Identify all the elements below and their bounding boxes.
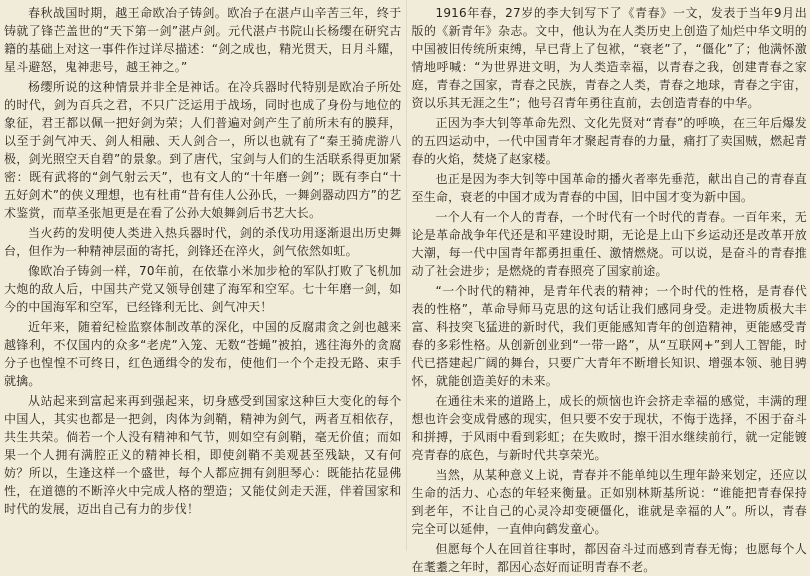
paragraph: “一个时代的精神，是青年代表的精神；一个时代的性格，是青春代表的性格”，革命导师马克思的这句话让我们感同身受。走进物质极大丰富、科技突飞猛进的新时代，我们更能感知青年的创造精神，更能感受青春的多彩性格。从创新创业到“一带一路”，从“互联网+”到人工智能，时代已搭建起广阔的舞台，只要广大青年不断增长知识、增强本领、驰目骋怀，就能创造美好的未来。 bbox=[412, 282, 808, 390]
paragraph: 一个人有一个人的青春，一个时代有一个时代的青春。一百年来，无论是革命战争年代还是和平建设时期，无论是上山下乡运动还是改革开放大潮，每一代中国青年都勇担重任、激情燃烧。可以说，是奋斗的青春推动了社会进步；是燃烧的青春照亮了国家前途。 bbox=[412, 208, 808, 280]
paragraph: 也正是因为李大钊等中国革命的播火者率先垂范，献出自己的青春直至生命，衰老的中国才成为青春的中国，旧中国才变为新中国。 bbox=[412, 170, 808, 206]
article-column-youth bbox=[407, 0, 810, 551]
paragraph: 春秋战国时期，越王命欧冶子铸剑。欧冶子在湛卢山辛苦三年，终于铸就了锋芒盖世的“天下第一剑”湛卢剑。元代湛卢书院山长杨缨在研究古籍的基础上对这一事件作过详尽描述：“剑之成也，精光贯天，日月斗耀，星斗避怒，鬼神悲号，越王神之。” bbox=[4, 4, 402, 76]
paragraph: 杨缨所说的这种情景并非全是神话。在冷兵器时代特别是欧冶子所处的时代，剑为百兵之君，不只广泛运用于战场，同时也成了身份与地位的象征，君王都以佩一把好剑为荣；人们普遍对剑产生了前所未有的膜拜，以至于剑气冲天、剑人相融、天人剑合一，所以也就有了“秦王骑虎游八极，剑光照空天自碧”的景象。到了唐代，宝剑与人们的生活联系得更加紧密：既有武将的“剑气射云天”，也有文人的“十年磨一剑”；既有李白“十五好剑术”的侠义理想，也有杜甫“昔有佳人公孙氏，一舞剑器动四方”的艺术鉴赏，而草圣张旭更是在看了公孙大娘舞剑后书艺大长。 bbox=[4, 78, 402, 222]
paragraph: 近年来，随着纪检监察体制改革的深化，中国的反腐肃贪之剑也越来越锋利，不仅国内的众多“老虎”入笼、无数“苍蝇”被拍，逃往海外的贪腐分子也惶惶不可终日，红色通缉令的发布，使他们一个个走投无路、束手就擒。 bbox=[4, 318, 402, 390]
paragraph: 当火药的发明使人类进入热兵器时代，剑的杀伐功用逐渐退出历史舞台，但作为一种精神层面的寄托，剑锋还在淬火，剑气依然如虹。 bbox=[4, 224, 402, 260]
paragraph: 正因为李大钊等革命先烈、文化先贤对“青春”的呼唤，在三年后爆发的五四运动中，一代中国青年才聚起青春的力量，痛打了卖国贼，燃起青春的火焰，焚烧了赵家楼。 bbox=[412, 114, 808, 168]
paragraph: 在通往未来的道路上，成长的烦恼也许会挤走幸福的感觉，丰满的理想也许会变成骨感的现实，但只要不安于现状，不悔于选择，不困于奋斗和拼搏，于风雨中看到彩虹；在失败时，擦干泪水继续前行，就一定能镀亮青春的底色，与新时代共享荣光。 bbox=[412, 392, 808, 464]
paragraph: 但愿每个人在回首往事时，都因奋斗过而感到青春无悔；也愿每个人在耄耋之年时，都因心态好而证明青春不老。 bbox=[412, 540, 808, 576]
paragraph: 像欧冶子铸剑一样，70年前，在依靠小米加步枪的军队打败了飞机加大炮的敌人后，中国共产党又领导创建了海军和空军。七十年磨一剑，如今的中国海军和空军，已经锋利无比、剑气冲天！ bbox=[4, 262, 402, 316]
paragraph: 1916年春，27岁的李大钊写下了《青春》一文，发表于当年9月出版的《新青年》杂志。文中，他认为在人类历史上创造了灿烂中华文明的中国被旧传统所束缚，早已背上了包袱，“衰老”了，“僵化”了；他满怀激情地呼喊：“为世界进文明，为人类造幸福，以青春之我，创建青春之家庭，青春之国家，青春之民族，青春之人类，青春之地球，青春之宇宙，资以乐其无涯之生”；他号召青年勇往直前，去创造青春的中华。 bbox=[412, 4, 808, 112]
paragraph: 当然，从某种意义上说，青春并不能单纯以生理年龄来划定，还应以生命的活力、心态的年轻来衡量。正如别林斯基所说：“谁能把青春保持到老年，不让自己的心灵冷却变硬僵化，谁就是幸福的人”。所以，青春完全可以延伸，一直伸向鹤发童心。 bbox=[412, 466, 808, 538]
article-column-sword bbox=[0, 0, 406, 551]
paragraph: 从站起来到富起来再到强起来，切身感受到国家这种巨大变化的每个中国人，其实也都是一把剑，肉体为剑鞘，精神为剑气，两者互相依存，共生共荣。倘若一个人没有精神和气节，则如空有剑鞘，毫无价值；而如果一个人拥有满腔正义的精神长相，即使剑鞘不美观甚至残缺，又有何妨？所以，生逢这样一个盛世，每个人都应拥有剑胆琴心：既能拈花显佛性，在道德的不断淬火中完成人格的塑造；又能仗剑走天涯，伴着国家和时代的发展，迈出自己有力的步伐！ bbox=[4, 392, 402, 518]
